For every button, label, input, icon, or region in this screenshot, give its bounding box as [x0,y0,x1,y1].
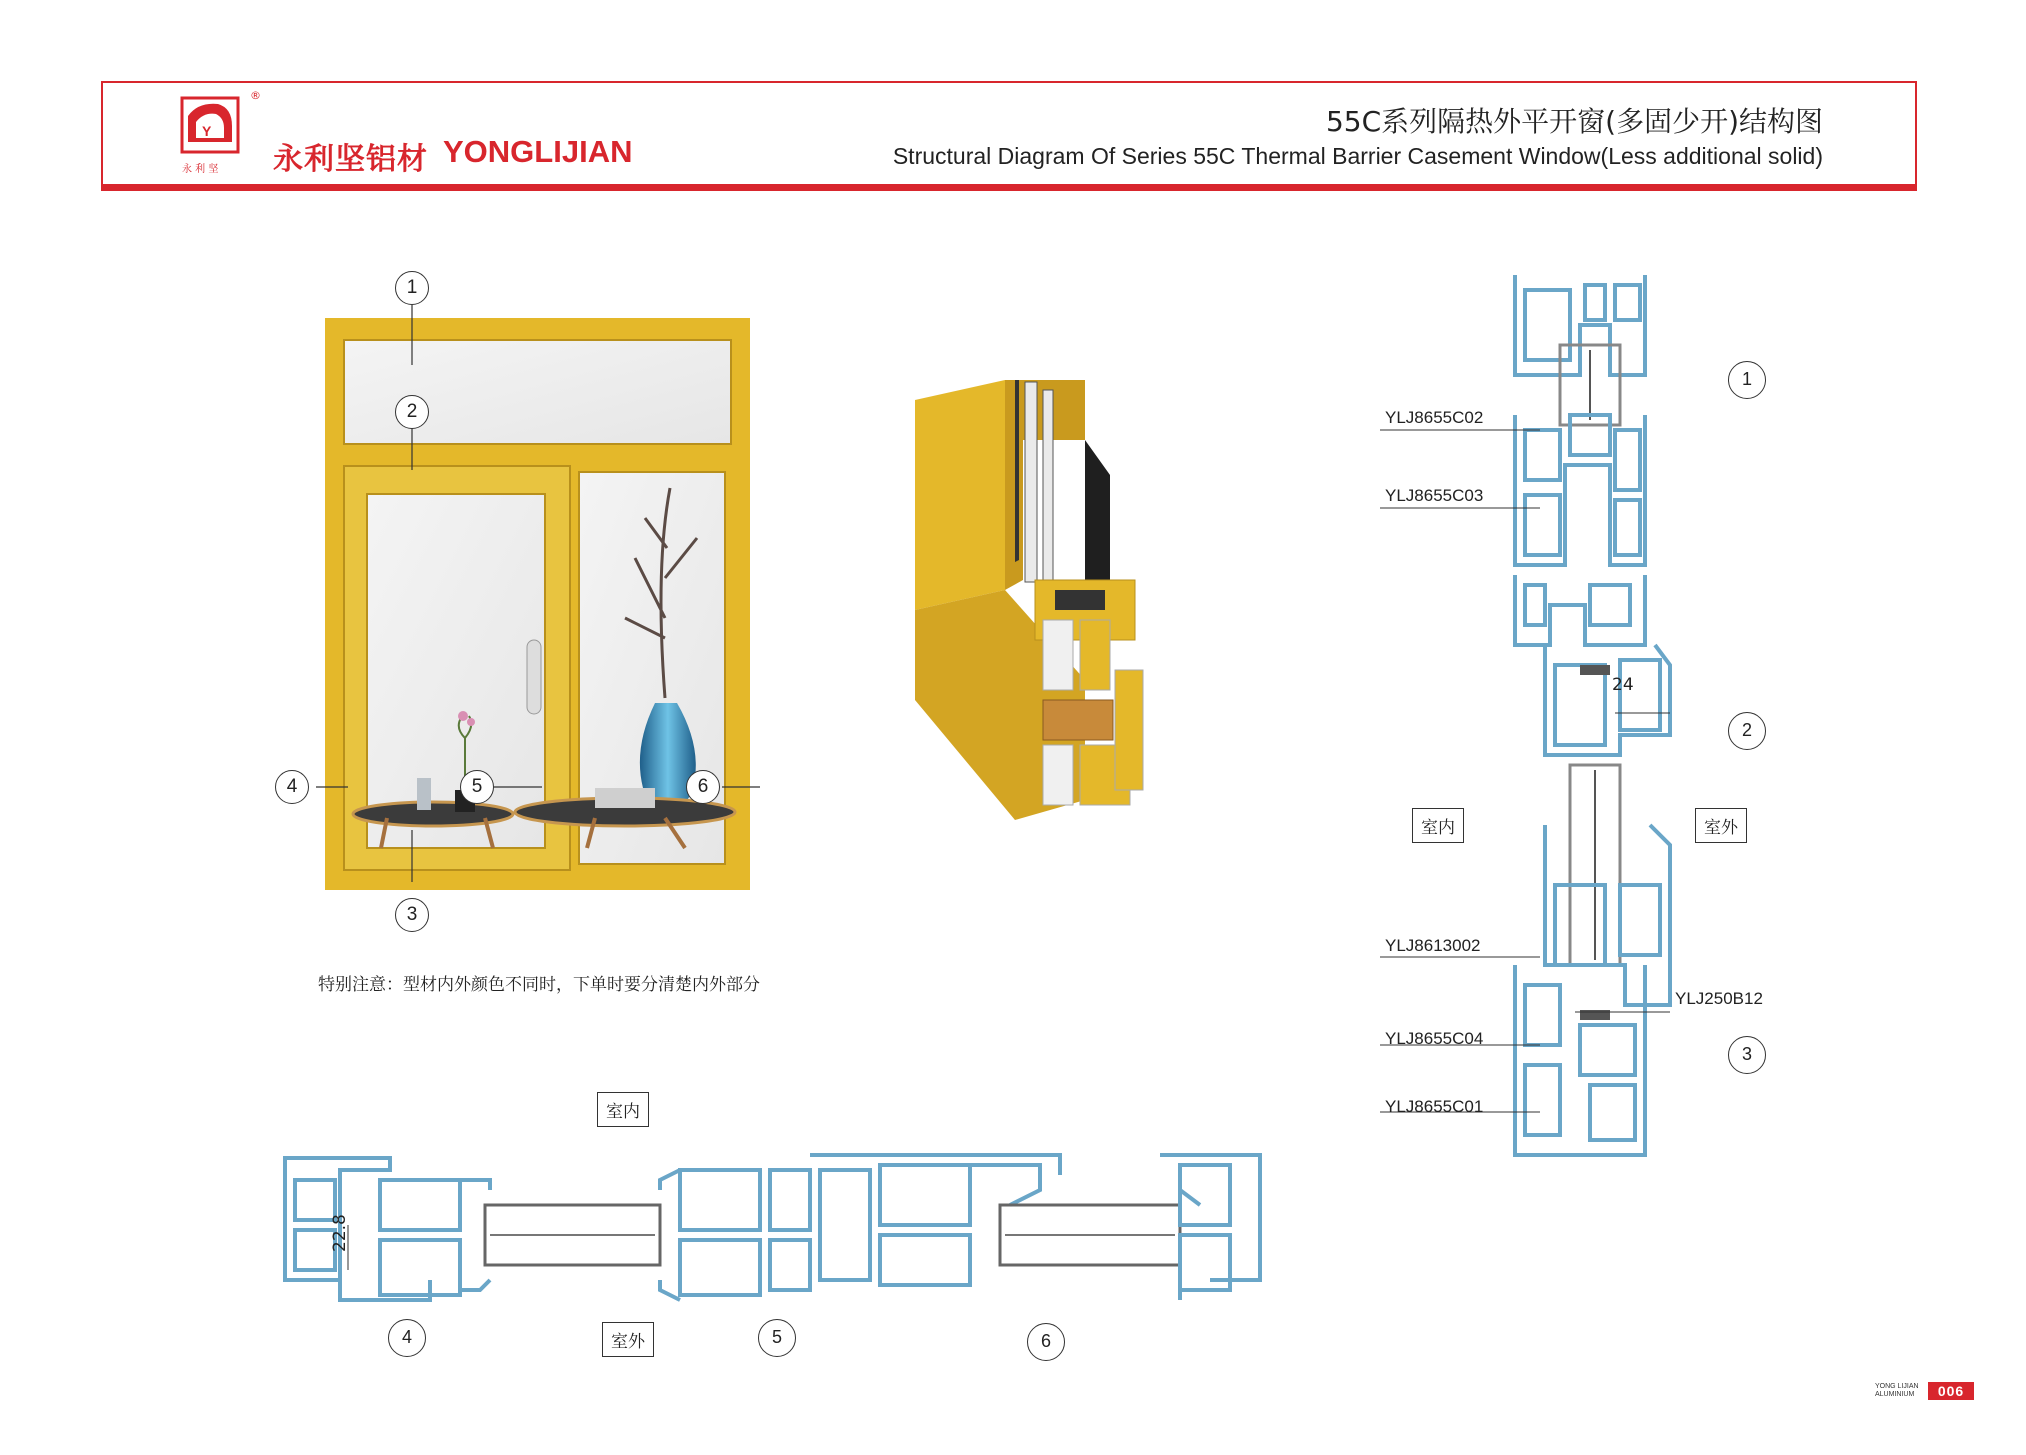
section-callout-4: 4 [388,1319,426,1357]
window-callout-lines [280,270,780,930]
brand-name-cn: 永利坚铝材 [273,142,428,177]
footer-brand [1875,1383,1919,1399]
callout-1: 1 [395,271,429,305]
section-callout-3: 3 [1728,1036,1766,1074]
brand-name-en: YONGLIJIAN [443,134,633,169]
code-ylj8655c04: YLJ8655C04 [1385,1029,1484,1048]
vertical-section-leaders [1380,405,1740,1125]
label-outdoor-horizontal: 室外 [602,1322,654,1357]
label-indoor-horizontal: 室内 [597,1092,649,1127]
page-title-cn: 55C系列隔热外平开窗(多固少开)结构图 [1325,105,1823,138]
section-callout-2: 2 [1728,712,1766,750]
dim-24: 24 [1612,675,1634,695]
footer-line-2: ALUMINIUM [1875,1391,1915,1398]
brand-logo-icon [178,92,250,178]
logo-text: 永 利 坚 [182,164,219,175]
dim-22-8: 22.8 [330,1214,350,1252]
callout-6: 6 [686,770,720,804]
code-ylj8655c01: YLJ8655C01 [1385,1097,1484,1116]
page-number: 006 [1928,1382,1974,1400]
callout-4: 4 [275,770,309,804]
callout-3: 3 [395,898,429,932]
page-title-en: Structural Diagram Of Series 55C Thermal Barrier Casement Window(Less additional solid) [892,143,1823,169]
code-ylj8655c02: YLJ8655C02 [1385,408,1484,427]
code-ylj8613002: YLJ8613002 [1385,936,1481,955]
label-outdoor-vertical: 室外 [1695,808,1747,843]
code-ylj250b12: YLJ250B12 [1675,989,1763,1008]
section-callout-1: 1 [1728,361,1766,399]
section-callout-5: 5 [758,1319,796,1357]
callout-5: 5 [460,770,494,804]
footer-line-1: YONG LIJIAN [1875,1383,1919,1390]
header-underline [101,186,1917,191]
code-ylj8655c03: YLJ8655C03 [1385,486,1484,505]
svg-text:Y: Y [202,123,212,139]
section-callout-6: 6 [1027,1323,1065,1361]
label-indoor-vertical: 室内 [1412,808,1464,843]
callout-2: 2 [395,395,429,429]
special-note: 特别注意：型材内外颜色不同时，下单时要分清楚内外部分 [318,975,760,995]
profile-3d-section [915,380,1145,825]
horizontal-section-drawing [280,1150,1270,1310]
registered-mark: ® [250,89,261,102]
